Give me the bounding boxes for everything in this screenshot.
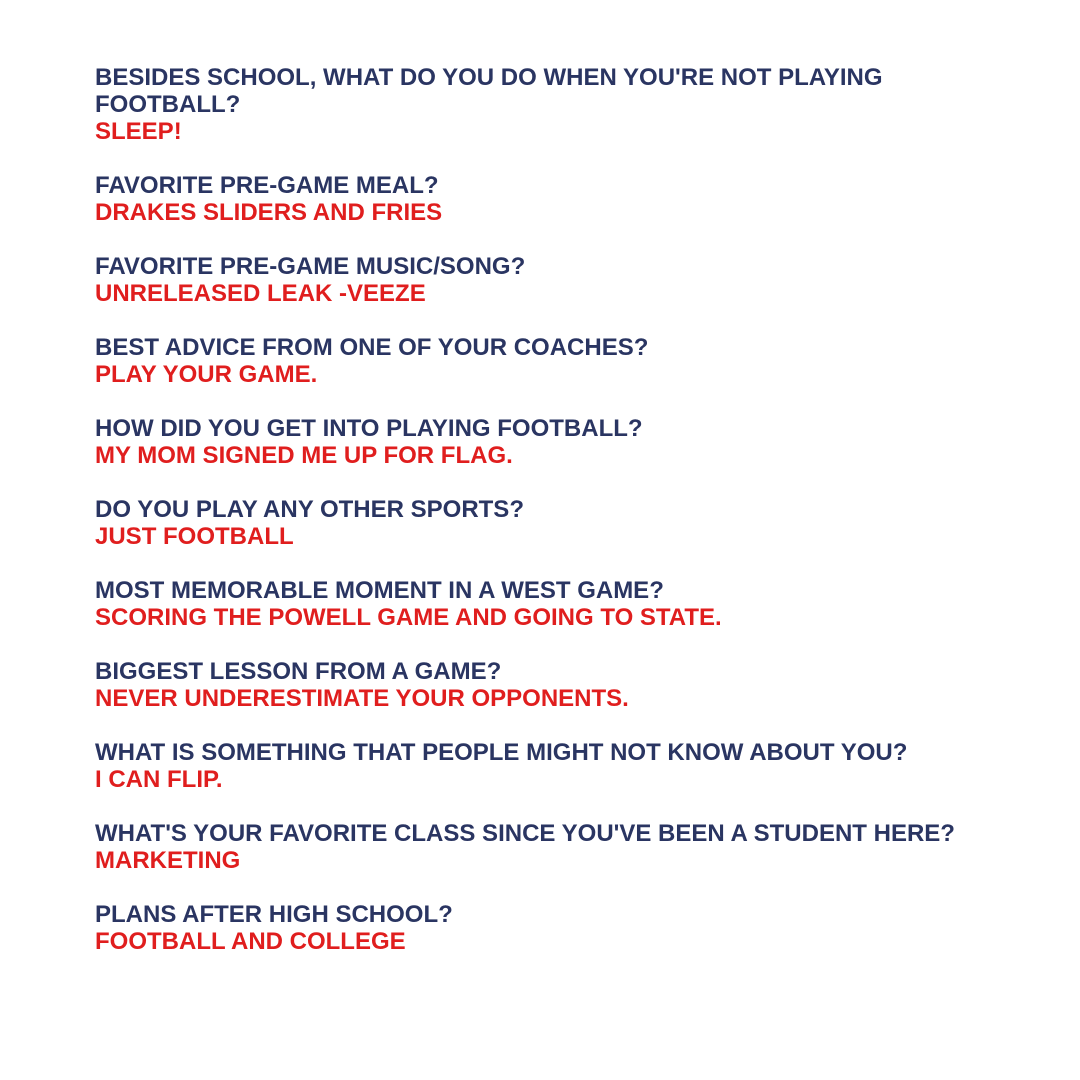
qa-item xyxy=(95,496,995,550)
question-text: FAVORITE PRE-GAME MEAL? xyxy=(95,172,439,199)
qa-list xyxy=(95,64,995,982)
qa-item xyxy=(95,820,995,874)
question-text: WHAT IS SOMETHING THAT PEOPLE MIGHT NOT KNOW ABOUT YOU? xyxy=(95,739,908,766)
answer-text: SCORING THE POWELL GAME AND GOING TO STATE. xyxy=(95,604,722,631)
answer-text: NEVER UNDERESTIMATE YOUR OPPONENTS. xyxy=(95,685,629,712)
question-text: WHAT'S YOUR FAVORITE CLASS SINCE YOU'VE BEEN A STUDENT HERE? xyxy=(95,820,955,847)
qa-item xyxy=(95,658,995,712)
answer-text: I CAN FLIP. xyxy=(95,766,223,793)
qa-item xyxy=(95,739,995,793)
answer-text: UNRELEASED LEAK -VEEZE xyxy=(95,280,426,307)
qa-item xyxy=(95,172,995,226)
qa-item xyxy=(95,901,995,955)
qa-item xyxy=(95,64,995,145)
answer-text: JUST FOOTBALL xyxy=(95,523,294,550)
answer-text: MARKETING xyxy=(95,847,241,874)
question-text: PLANS AFTER HIGH SCHOOL? xyxy=(95,901,453,928)
question-text: BEST ADVICE FROM ONE OF YOUR COACHES? xyxy=(95,334,649,361)
answer-text: SLEEP! xyxy=(95,118,182,145)
answer-text: PLAY YOUR GAME. xyxy=(95,361,318,388)
question-text: BESIDES SCHOOL, WHAT DO YOU DO WHEN YOU'RE NOT PLAYING FOOTBALL? xyxy=(95,64,883,118)
qa-item xyxy=(95,415,995,469)
qa-item xyxy=(95,253,995,307)
answer-text: FOOTBALL AND COLLEGE xyxy=(95,928,406,955)
question-text: HOW DID YOU GET INTO PLAYING FOOTBALL? xyxy=(95,415,643,442)
question-text: FAVORITE PRE-GAME MUSIC/SONG? xyxy=(95,253,526,280)
question-text: BIGGEST LESSON FROM A GAME? xyxy=(95,658,502,685)
answer-text: DRAKES SLIDERS AND FRIES xyxy=(95,199,443,226)
qa-item xyxy=(95,334,995,388)
question-text: MOST MEMORABLE MOMENT IN A WEST GAME? xyxy=(95,577,664,604)
answer-text: MY MOM SIGNED ME UP FOR FLAG. xyxy=(95,442,513,469)
question-text: DO YOU PLAY ANY OTHER SPORTS? xyxy=(95,496,524,523)
qa-item xyxy=(95,577,995,631)
